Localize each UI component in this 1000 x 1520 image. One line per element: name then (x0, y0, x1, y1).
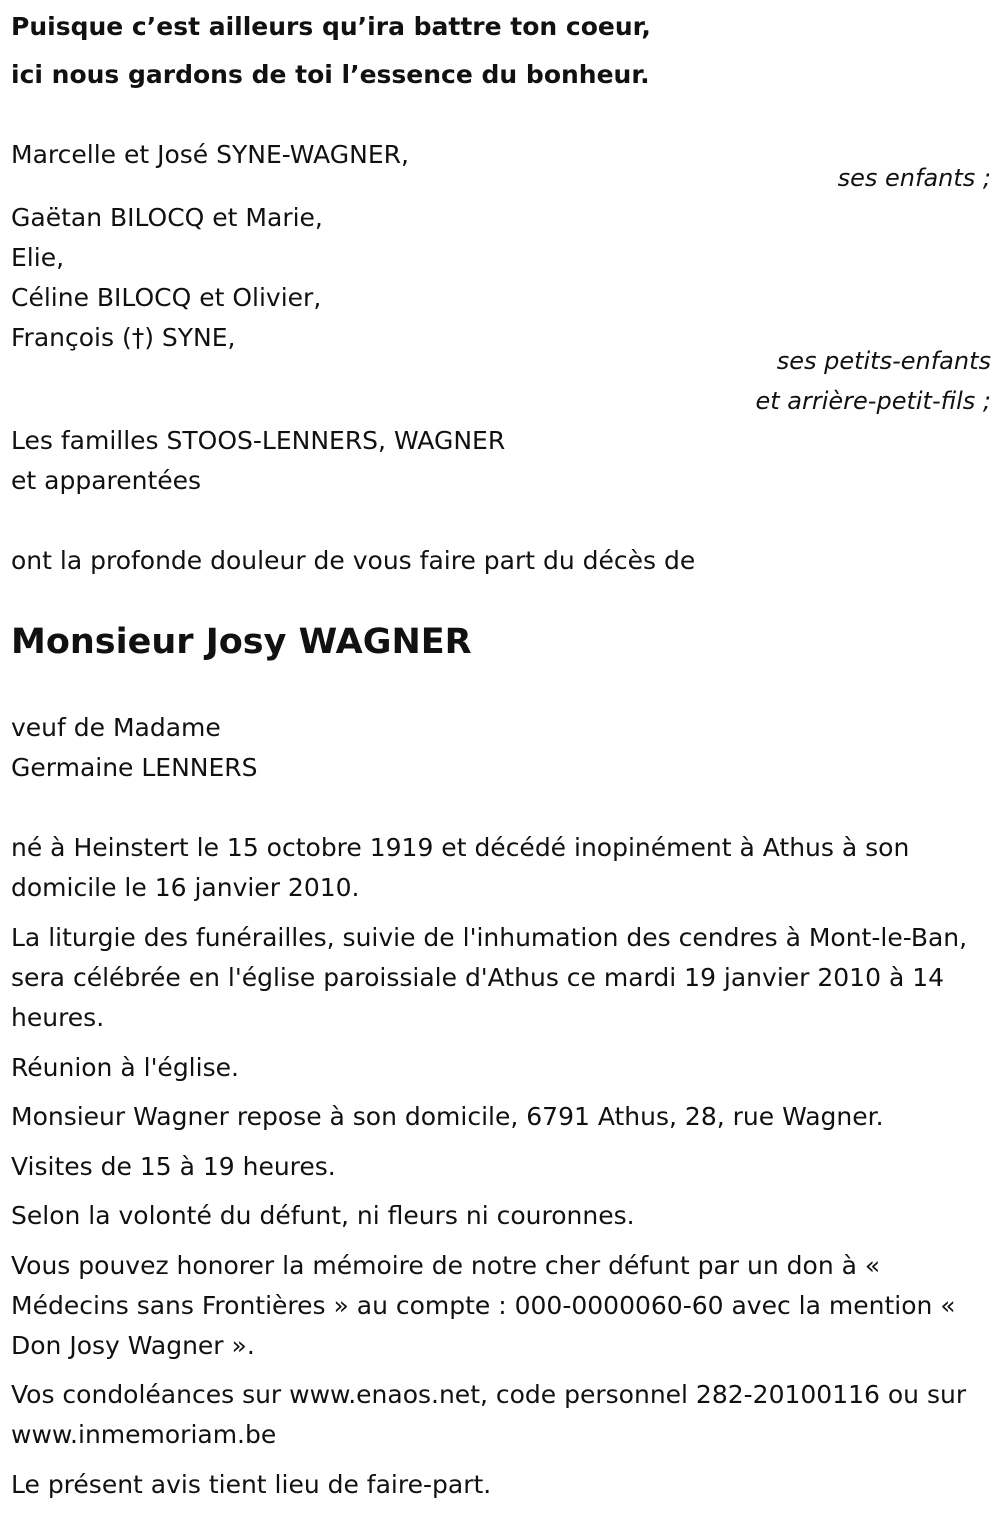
children-role: ses enfants ; (837, 164, 991, 192)
grandchild-1: Gaëtan BILOCQ et Marie, (11, 203, 323, 232)
visits-paragraph: Visites de 15 à 19 heures. (11, 1152, 336, 1181)
notice-paragraph: Le présent avis tient lieu de faire-part. (11, 1470, 492, 1499)
condolences-paragraph: Vos condoléances sur www.enaos.net, code personnel 282-20100116 ou sur www.inmemoriam.be (11, 1380, 967, 1449)
families-line-1: Les familles STOOS-LENNERS, WAGNER (11, 426, 506, 455)
reunion-paragraph: Réunion à l'église. (11, 1053, 239, 1082)
grandchild-2: Elie, (11, 243, 65, 272)
poem-line-2: ici nous gardons de toi l’essence du bonheur. (11, 60, 650, 89)
funeral-paragraph: La liturgie des funérailles, suivie de l'inhumation des cendres à Mont-le-Ban, sera célébrée en l'église paroissiale d'Athus ce mardi 19 janvier 2010 à 14 heures. (11, 923, 968, 1032)
children-names: Marcelle et José SYNE-WAGNER, (11, 140, 409, 169)
grandchild-3: Céline BILOCQ et Olivier, (11, 283, 322, 312)
families-line-2: et apparentées (11, 466, 202, 495)
donation-paragraph: Vous pouvez honorer la mémoire de notre cher défunt par un don à « Médecins sans Frontières » au compte : 000-0000060-60 avec la mention « Don Josy Wagner ». (11, 1251, 956, 1360)
birth-death-paragraph: né à Heinstert le 15 octobre 1919 et décédé inopinément à Athus à son domicile le 16 janvier 2010. (11, 833, 910, 902)
widow-line-1: veuf de Madame (11, 713, 221, 742)
grandchild-4: François (†) SYNE, (11, 323, 236, 352)
widow-line-2: Germaine LENNERS (11, 753, 258, 782)
deceased-name: Monsieur Josy WAGNER (11, 622, 472, 662)
poem-line-1: Puisque c’est ailleurs qu’ira battre ton coeur, (11, 12, 651, 41)
announcement: ont la profonde douleur de vous faire part du décès de (11, 546, 696, 575)
grandchildren-role-1: ses petits-enfants (776, 347, 991, 375)
rest-location-paragraph: Monsieur Wagner repose à son domicile, 6791 Athus, 28, rue Wagner. (11, 1102, 884, 1131)
grandchildren-role-2: et arrière-petit-fils ; (755, 387, 991, 415)
flowers-paragraph: Selon la volonté du défunt, ni fleurs ni couronnes. (11, 1201, 635, 1230)
